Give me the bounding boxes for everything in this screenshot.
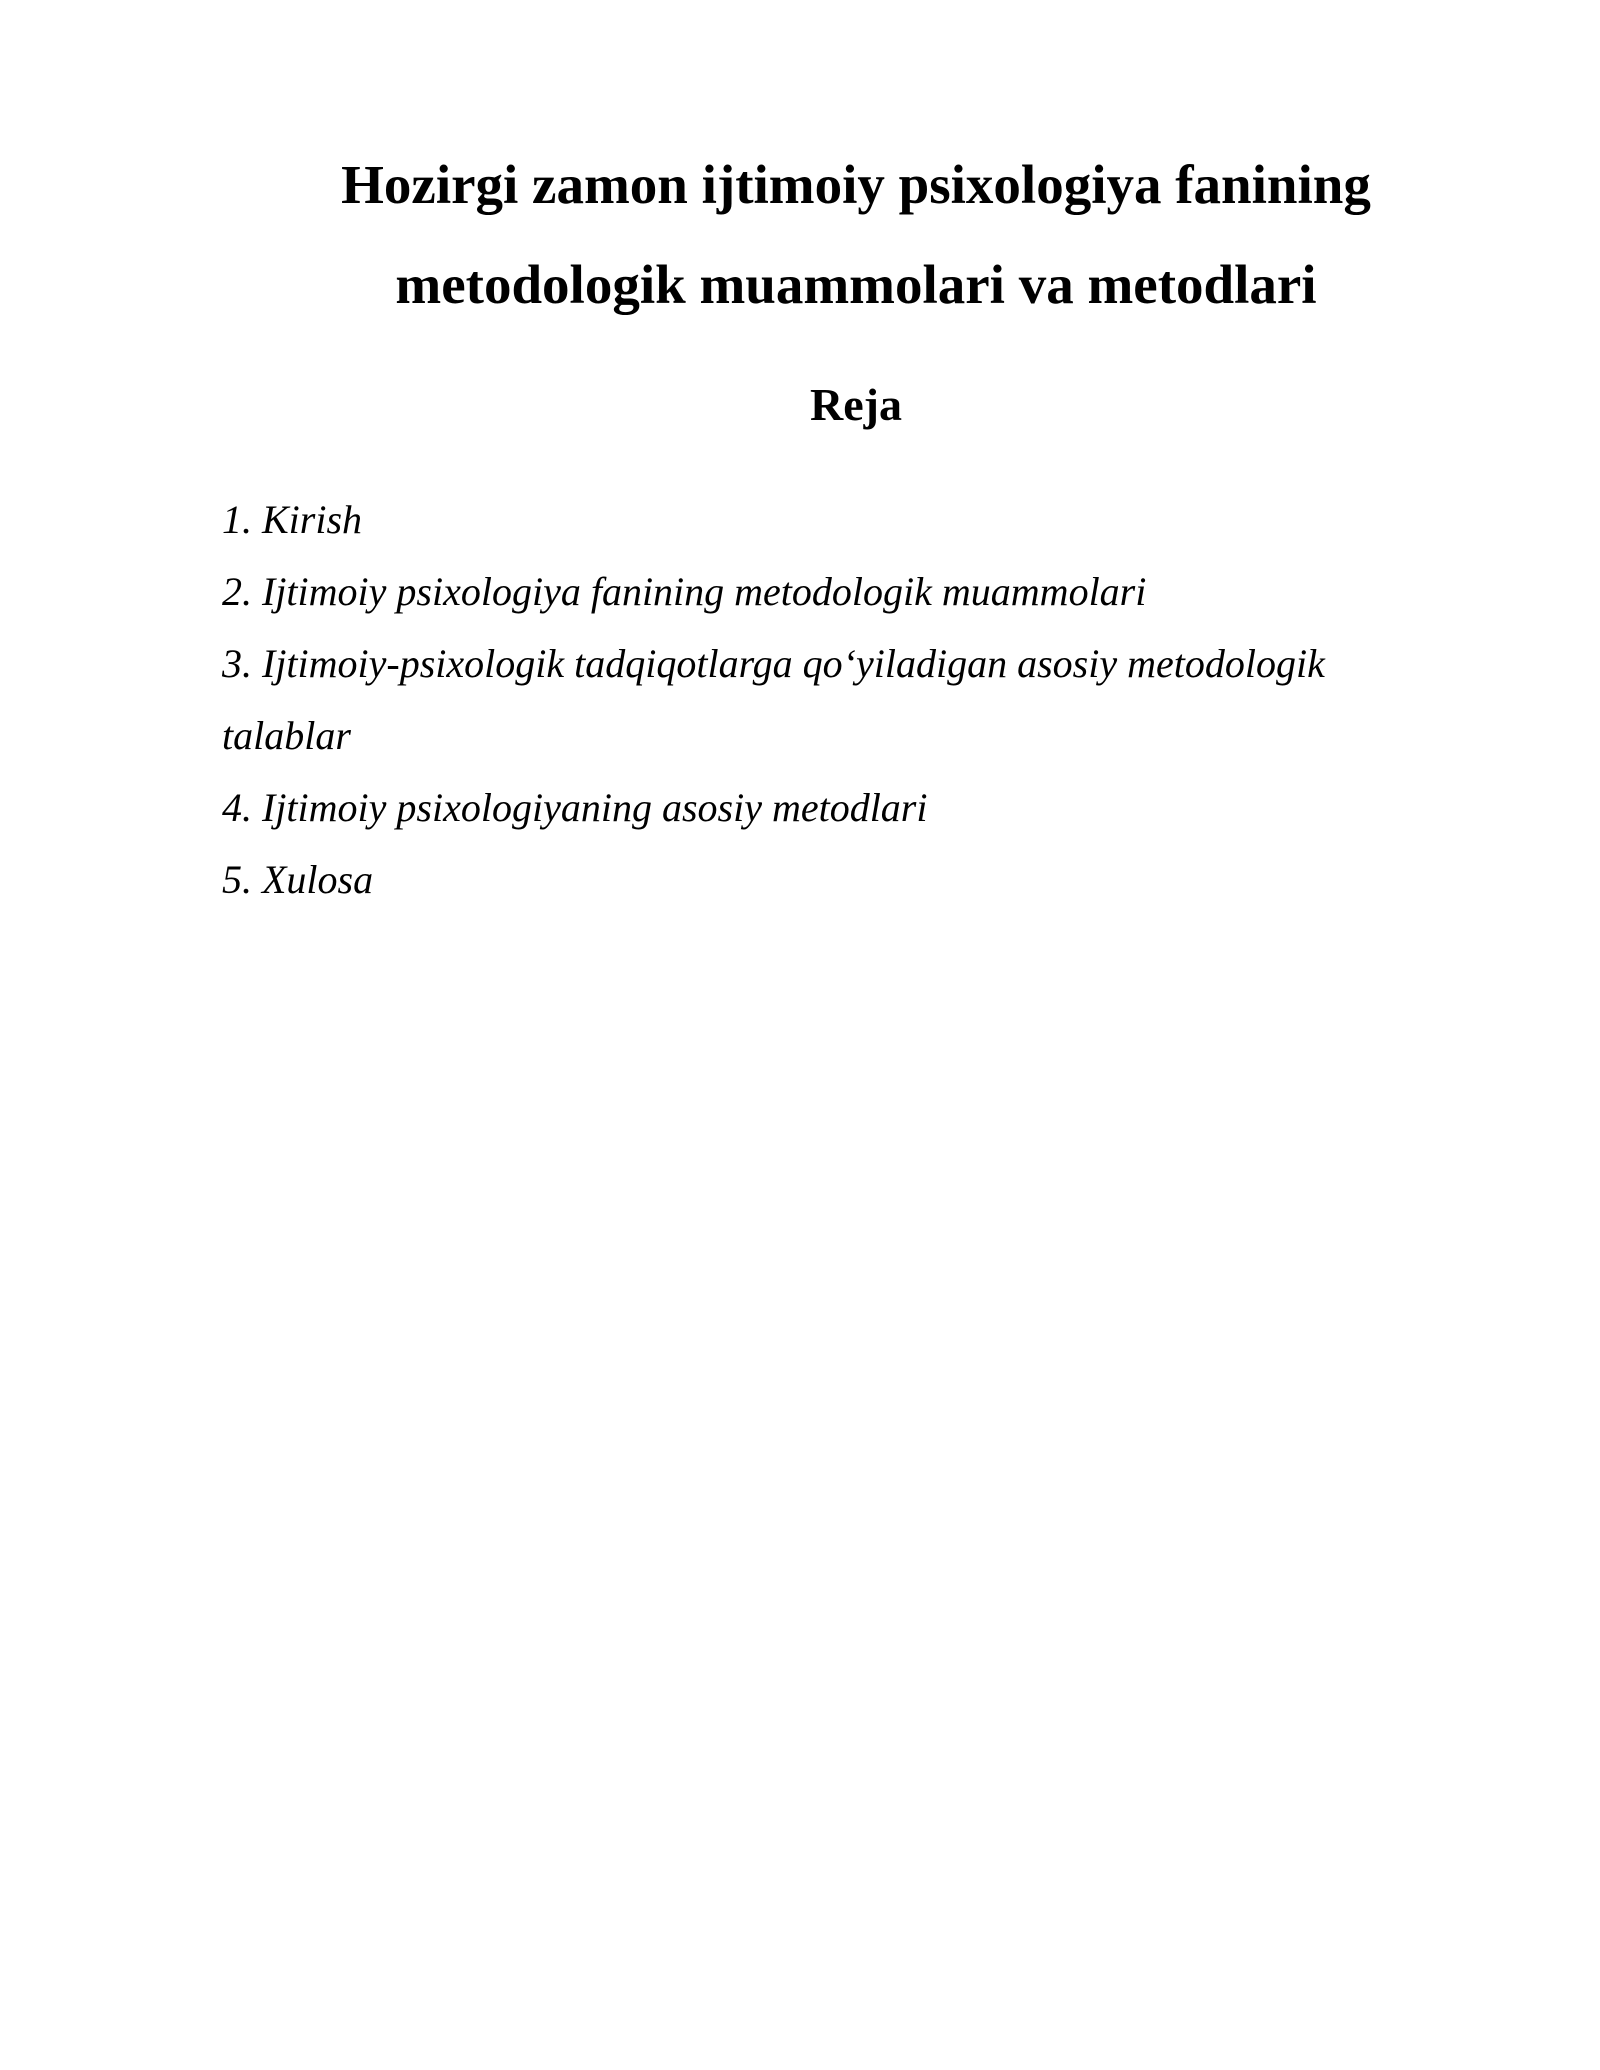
plan-item-2: 2. Ijtimoiy psixologiya fanining metodologik muammolari <box>222 569 1147 614</box>
plan-heading: Reja <box>810 379 902 430</box>
document-title <box>0 135 1600 335</box>
title-line-2: metodologik muammolari va metodlari <box>395 254 1317 315</box>
title-line-1: Hozirgi zamon ijtimoiy psixologiya fanining <box>341 154 1371 215</box>
plan-item-1: 1. Kirish <box>222 497 363 542</box>
plan-item-5: 5. Xulosa <box>222 857 374 902</box>
plan-item-4: 4. Ijtimoiy psixologiyaning asosiy metodlari <box>222 785 928 830</box>
plan-list <box>222 484 1397 916</box>
plan-item-3: 3. Ijtimoiy-psixologik tadqiqotlarga qo‘yiladigan asosiy metodologik talablar <box>222 641 1325 758</box>
